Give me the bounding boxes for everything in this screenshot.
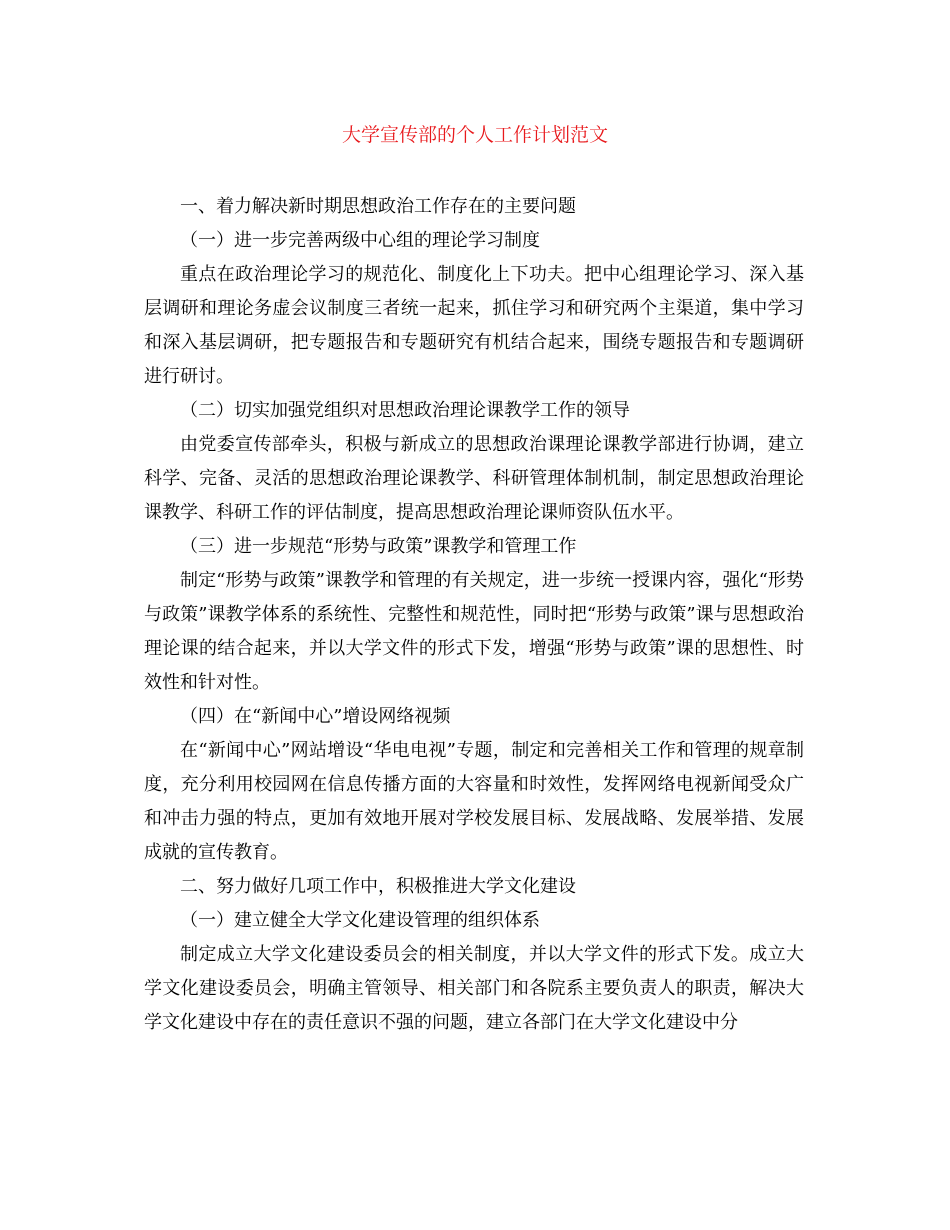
body-paragraph: 制定“形势与政策”课教学和管理的有关规定，进一步统一授课内容，强化“形势与政策”课教学体系的系统性、完整性和规范性，同时把“形势与政策”课与思想政治理论课的结合起来，并以大学文件的形式下发，增强“形势与政策”课的思想性、时效性和针对性。: [144, 570, 804, 693]
subsection-heading: （二）切实加强党组织对思想政治理论课教学工作的领导: [180, 400, 630, 421]
subsection-heading: （一）建立健全大学文化建设管理的组织体系: [180, 910, 540, 931]
body-paragraph: 在“新闻中心”网站增设“华电电视”专题，制定和完善相关工作和管理的规章制度，充分利用校园网在信息传播方面的大容量和时效性，发挥网络电视新闻受众广和冲击力强的特点，更加有效地开展对学校发展目标、发展战略、发展举措、发展成就的宣传教育。: [144, 740, 804, 863]
body-paragraph: 制定成立大学文化建设委员会的相关制度，并以大学文件的形式下发。成立大学文化建设委员会，明确主管领导、相关部门和各院系主要负责人的职责，解决大学文化建设中存在的责任意识不强的问题，建立各部门在大学文化建设中分: [144, 944, 804, 1033]
subsection-heading: （四）在“新闻中心”增设网络视频: [180, 706, 451, 727]
section-heading: 一、着力解决新时期思想政治工作存在的主要问题: [180, 196, 576, 217]
subsection-heading: （一）进一步完善两级中心组的理论学习制度: [180, 230, 540, 251]
document-body: [144, 190, 804, 1040]
document-title: 大学宣传部的个人工作计划范文: [341, 124, 608, 146]
body-paragraph: 重点在政治理论学习的规范化、制度化上下功夫。把中心组理论学习、深入基层调研和理论务虚会议制度三者统一起来，抓住学习和研究两个主渠道，集中学习和深入基层调研，把专题报告和专题研究有机结合起来，围绕专题报告和专题调研进行研讨。: [144, 264, 804, 387]
section-heading: 二、努力做好几项工作中，积极推进大学文化建设: [180, 876, 576, 897]
subsection-heading: （三）进一步规范“形势与政策”课教学和管理工作: [180, 536, 577, 557]
body-paragraph: 由党委宣传部牵头，积极与新成立的思想政治课理论课教学部进行协调，建立科学、完备、灵活的思想政治理论课教学、科研管理体制机制，制定思想政治理论课教学、科研工作的评估制度，提高思想政治理论课师资队伍水平。: [144, 434, 804, 523]
